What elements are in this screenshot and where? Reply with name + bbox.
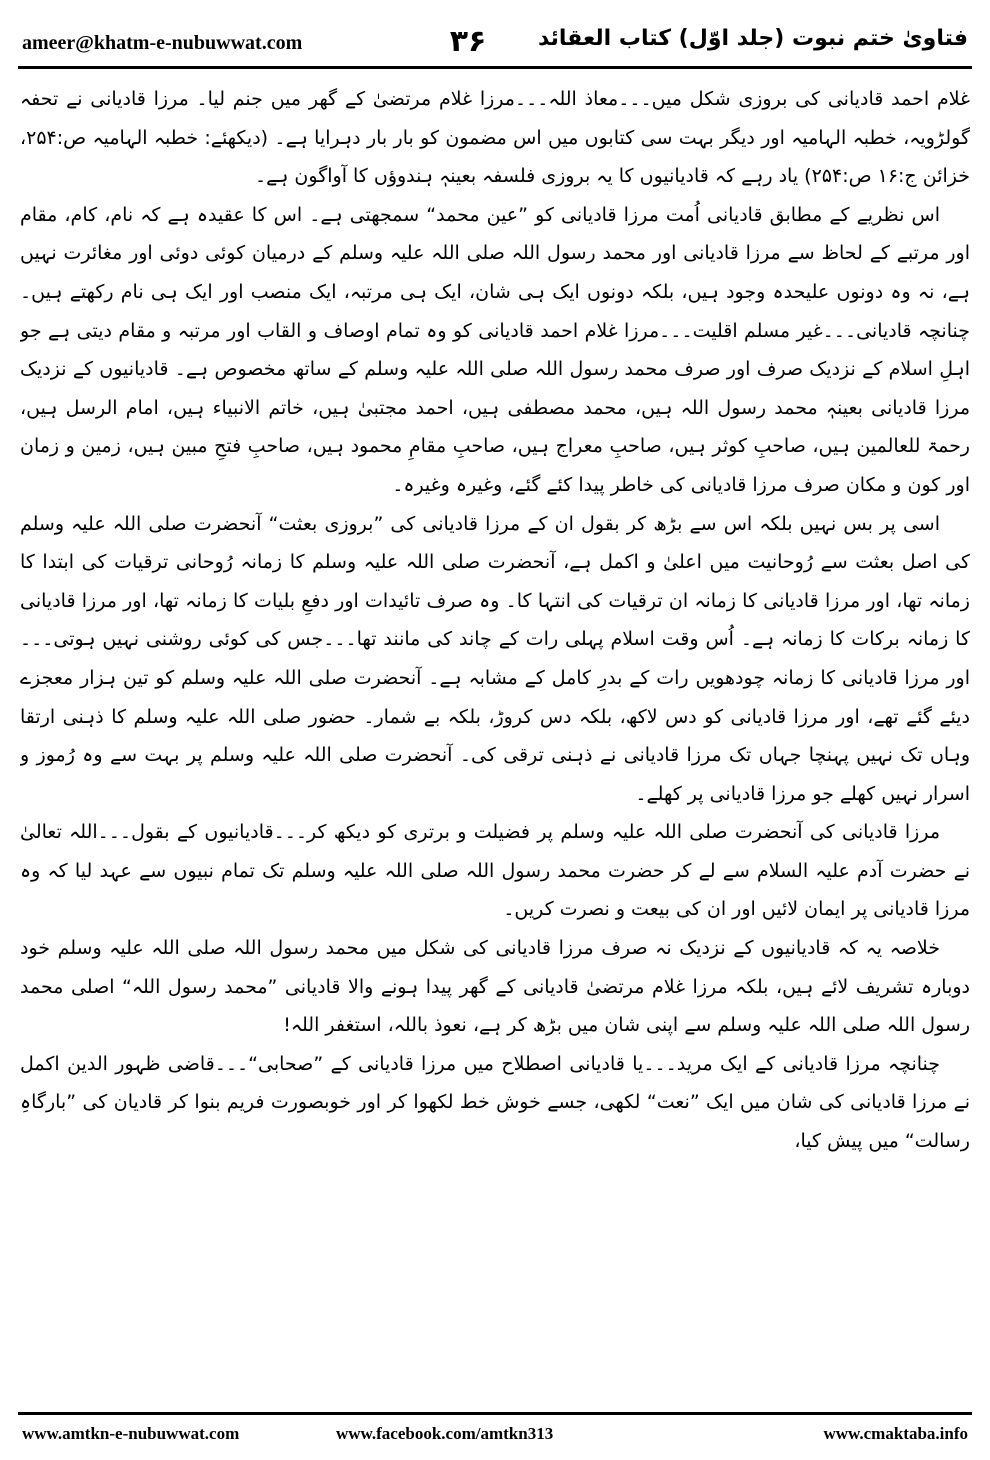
paragraph: غلام احمد قادیانی کی بروزی شکل میں۔۔۔معاذ اللہ۔۔۔مرزا غلام مرتضیٰ کے گھر میں جنم لیا۔ مرزا قادیانی نے تحفہ گولڑویہ، خطبہ الہامیہ اور دیگر بہت سی کتابوں میں اس مضمون کو بار بار دہرایا ہے۔ (دیکھئے: خطبہ الہامیہ ص:۲۵۴، خزائن ج:۱۶ ص:۲۵۴) یاد رہے کہ قادیانیوں کا یہ بروزی فلسفہ بعینہٖ ہندوؤں کا آواگون ہے۔ <box>20 88 970 188</box>
page-header <box>0 24 990 64</box>
paragraph: اس نظریے کے مطابق قادیانی اُمت مرزا قادیانی کو ”عین محمد“ سمجھتی ہے۔ اس کا عقیدہ ہے کہ نام، کام، مقام اور مرتبے کے لحاظ سے مرزا قادیانی اور محمد رسول اللہ صلی اللہ علیہ وسلم کے درمیان کوئی دوئی اور مغائرت نہیں ہے، نہ وہ دونوں علیحدہ وجود ہیں، بلکہ دونوں ایک ہی شان، ایک ہی مرتبہ، ایک منصب اور ایک ہی نام رکھتے ہیں۔ چنانچہ قادیانی۔۔۔غیر مسلم اقلیت۔۔۔مرزا غلام احمد قادیانی کو وہ تمام اوصاف و القاب اور مرتبہ و مقام دیتی ہے جو اہلِ اسلام کے نزدیک صرف اور صرف محمد رسول اللہ صلی اللہ علیہ وسلم کے ساتھ مخصوص ہے۔ قادیانیوں کے نزدیک مرزا قادیانی بعینہٖ محمد رسول اللہ ہیں، محمد مصطفی ہیں، احمد مجتبیٰ ہیں، خاتم الانبیاء ہیں، امام الرسل ہیں، رحمۃ للعالمین ہیں، صاحبِ کوثر ہیں، صاحبِ معراج ہیں، صاحبِ مقامِ محمود ہیں، صاحبِ فتحِ مبین ہیں، زمین و زمان اور کون و مکان صرف مرزا قادیانی کی خاطر پیدا کئے گئے، وغیرہ وغیرہ۔ <box>20 203 970 496</box>
body-text <box>20 80 970 1400</box>
footer-link-website[interactable]: www.amtkn-e-nubuwwat.com <box>22 1424 240 1443</box>
page-number: ۳۶ <box>449 24 487 59</box>
paragraph: خلاصہ یہ کہ قادیانیوں کے نزدیک نہ صرف مرزا قادیانی کی شکل میں محمد رسول اللہ صلی اللہ علیہ وسلم خود دوبارہ تشریف لائے ہیں، بلکہ مرزا غلام مرتضیٰ قادیانی کے گھر پیدا ہونے والا قادیانی ”محمد رسول اللہ“ اصلی محمد رسول اللہ صلی اللہ علیہ وسلم سے اپنی شان میں بڑھ کر ہے، نعوذ باللہ، استغفر اللہ! <box>20 937 970 1037</box>
footer-divider <box>18 1412 972 1415</box>
paragraph: مرزا قادیانی کی آنحضرت صلی اللہ علیہ وسلم پر فضیلت و برتری کو دیکھ کر۔۔۔قادیانیوں کے بقول۔۔۔اللہ تعالیٰ نے حضرت آدم علیہ السلام سے لے کر حضرت محمد رسول اللہ صلی اللہ علیہ وسلم تک تمام نبیوں سے عہد لیا کہ وہ مرزا قادیانی پر ایمان لائیں اور ان کی بیعت و نصرت کریں۔ <box>20 821 970 921</box>
page-footer <box>0 1422 990 1452</box>
footer-link-facebook[interactable]: www.facebook.com/amtkn313 <box>336 1424 554 1443</box>
paragraph: چنانچہ مرزا قادیانی کے ایک مرید۔۔۔یا قادیانی اصطلاح میں مرزا قادیانی کے ”صحابی“۔۔۔قاضی ظہور الدین اکمل نے مرزا قادیانی کی شان میں ایک ”نعت“ لکھی، جسے خوش خط لکھوا کر اور خوبصورت فریم بنوا کر قادیان کی ”بارگاہِ رسالت“ میں پیش کیا، <box>20 1052 970 1153</box>
paragraph: اسی پر بس نہیں بلکہ اس سے بڑھ کر بقول ان کے مرزا قادیانی کی ”بروزی بعثت“ آنحضرت صلی اللہ علیہ وسلم کی اصل بعثت سے رُوحانیت میں اعلیٰ و اکمل ہے، آنحضرت صلی اللہ علیہ وسلم کا زمانہ رُوحانی ترقیات کی ابتدا کا زمانہ تھا، اور مرزا قادیانی کا زمانہ ان ترقیات کی انتہا کا۔ وہ صرف تائیدات اور دفعِ بلیات کا زمانہ تھا، اور مرزا قادیانی کا زمانہ برکات کا زمانہ ہے۔ اُس وقت اسلام پہلی رات کے چاند کی مانند تھا۔۔۔جس کی کوئی روشنی نہیں ہوتی۔۔۔اور مرزا قادیانی کا زمانہ چودھویں رات کے بدرِ کامل کے مشابہ ہے۔ آنحضرت صلی اللہ علیہ وسلم کو تین ہزار معجزے دیئے گئے تھے، اور مرزا قادیانی کو دس لاکھ، بلکہ دس کروڑ، بلکہ بے شمار۔ حضور صلی اللہ علیہ وسلم کا ذہنی ارتقا وہاں تک نہیں پہنچا جہاں تک مرزا قادیانی نے ذہنی ترقی کی۔ آنحضرت صلی اللہ علیہ وسلم پر بہت سے وہ رُموز و اسرار نہیں کھلے جو مرزا قادیانی پر کھلے۔ <box>20 512 970 805</box>
header-email: ameer@khatm-e-nubuwwat.com <box>22 32 303 54</box>
footer-link-maktaba[interactable]: www.cmaktaba.info <box>823 1424 968 1443</box>
book-title: فتاویٰ ختم نبوت (جلد اوّل) کتاب العقائد <box>537 26 968 51</box>
header-divider <box>18 66 972 69</box>
